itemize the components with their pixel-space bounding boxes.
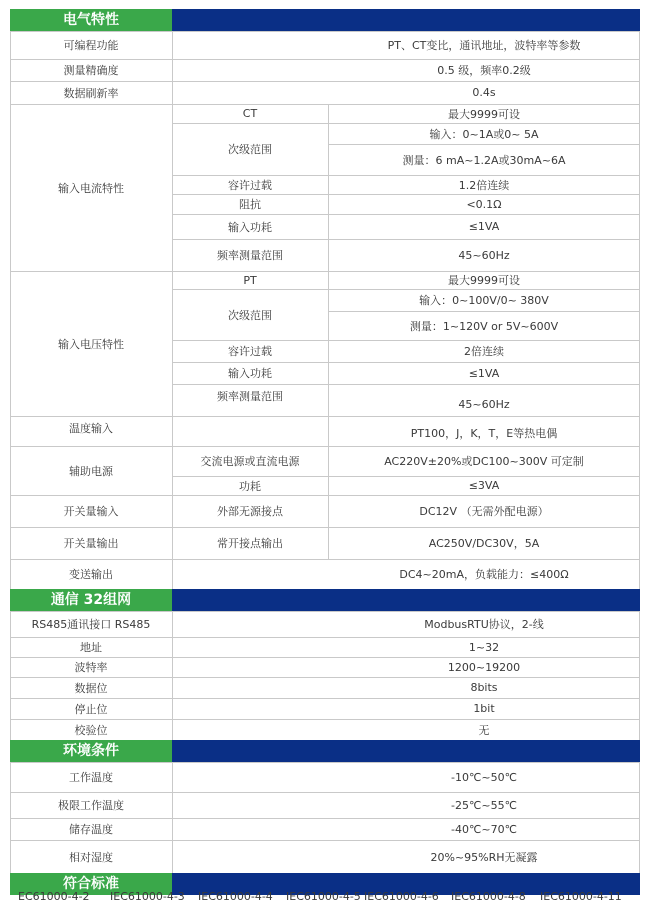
current-overload-label: 容许过载 bbox=[228, 178, 272, 192]
standard-item: IEC61000-4-5 bbox=[286, 890, 361, 903]
voltage-secondary-measure: 测量：1~120V or 5V~600V bbox=[409, 319, 559, 333]
aux-consumption-value: ≤3VA bbox=[468, 479, 500, 492]
parity-label: 校验位 bbox=[74, 723, 108, 737]
standard-item: IEC61000-4-4 bbox=[198, 890, 273, 903]
aux-supply-value: AC220V±20%或DC100~300V 可定制 bbox=[384, 455, 584, 468]
switch-in-label: 开关量输入 bbox=[63, 505, 119, 518]
pt-label: PT bbox=[243, 273, 257, 287]
voltage-power-label: 输入功耗 bbox=[228, 367, 272, 380]
section-header-comm bbox=[10, 589, 640, 611]
baud-label: 波特率 bbox=[74, 661, 108, 674]
voltage-group-label: 输入电压特性 bbox=[58, 337, 124, 351]
limit-temp-label: 极限工作温度 bbox=[58, 799, 124, 812]
storage-temp-value: -40℃~70℃ bbox=[451, 822, 517, 836]
databits-label: 数据位 bbox=[74, 681, 108, 695]
programmable-label: 可编程功能 bbox=[63, 39, 119, 52]
ct-label: CT bbox=[242, 107, 258, 120]
current-power-label: 输入功耗 bbox=[228, 220, 272, 234]
accuracy-value: 0.5 级，频率0.2级 bbox=[437, 64, 531, 77]
humidity-label: 相对湿度 bbox=[69, 850, 113, 864]
current-secondary-measure: 测量：6 mA~1.2A或30mA~6A bbox=[402, 153, 566, 167]
current-secondary-input: 输入：0~1A或0~ 5A bbox=[429, 127, 539, 141]
temp-input-value: PT100，J，K，T，E等热电偶 bbox=[410, 427, 558, 440]
baud-value: 1200~19200 bbox=[447, 660, 521, 674]
rs485-value: ModbusRTU协议，2-线 bbox=[424, 618, 544, 631]
impedance-value: <0.1Ω bbox=[466, 197, 502, 211]
voltage-secondary-input: 输入：0~100V/0~ 380V bbox=[419, 294, 549, 307]
switch-out-label: 开关量输出 bbox=[63, 537, 119, 550]
limit-temp-value: -25℃~55℃ bbox=[451, 798, 517, 812]
parity-value: 无 bbox=[478, 723, 490, 737]
accuracy-label: 测量精确度 bbox=[63, 64, 119, 77]
section-title: 环境条件 bbox=[63, 743, 119, 759]
current-overload-value: 1.2倍连续 bbox=[458, 178, 510, 192]
impedance-label: 阻抗 bbox=[239, 198, 261, 211]
voltage-freq-value: 45~60Hz bbox=[458, 397, 510, 411]
voltage-overload-value: 2倍连续 bbox=[464, 345, 504, 358]
ct-value: 最大9999可设 bbox=[448, 107, 520, 121]
temp-input-label: 温度输入 bbox=[69, 422, 113, 435]
stopbits-label: 停止位 bbox=[74, 702, 108, 716]
current-freq-label: 频率测量范围 bbox=[217, 249, 283, 262]
standard-item: IEC61000-4-11 bbox=[540, 890, 622, 903]
switch-in-sub: 外部无源接点 bbox=[217, 505, 283, 518]
operating-temp-value: -10℃~50℃ bbox=[451, 770, 517, 784]
aux-supply-label: 交流电源或直流电源 bbox=[200, 455, 300, 468]
current-secondary-label: 次级范围 bbox=[228, 143, 272, 156]
aux-power-label: 辅助电源 bbox=[69, 464, 113, 478]
standard-item: EC61000-4-2 bbox=[18, 890, 90, 903]
transmit-value: DC4~20mA，负载能力：≤400Ω bbox=[399, 568, 569, 581]
standard-item: IEC61000-4-6 bbox=[364, 890, 439, 903]
pt-value: 最大9999可设 bbox=[448, 274, 520, 287]
section-title: 电气特性 bbox=[63, 12, 119, 28]
voltage-secondary-label: 次级范围 bbox=[228, 308, 272, 322]
switch-out-value: AC250V/DC30V，5A bbox=[428, 537, 540, 550]
programmable-value: PT、CT变比，通讯地址，波特率等参数 bbox=[387, 39, 581, 52]
rs485-label: RS485通讯接口 RS485 bbox=[31, 618, 151, 631]
voltage-freq-label: 频率测量范围 bbox=[217, 390, 283, 403]
voltage-overload-label: 容许过载 bbox=[228, 345, 272, 358]
address-value: 1~32 bbox=[468, 640, 500, 654]
current-power-value: ≤1VA bbox=[468, 220, 500, 233]
storage-temp-label: 储存温度 bbox=[69, 823, 113, 836]
refresh-label: 数据刷新率 bbox=[63, 86, 119, 100]
standard-item: IEC61000-4-3 bbox=[110, 890, 185, 903]
address-label: 地址 bbox=[80, 641, 102, 654]
standard-item: IEC61000-4-8 bbox=[451, 890, 526, 903]
section-title: 通信 32组网 bbox=[50, 592, 132, 608]
aux-consumption-label: 功耗 bbox=[239, 479, 261, 493]
section-header-electrical bbox=[10, 9, 640, 31]
humidity-value: 20%~95%RH无凝露 bbox=[430, 850, 538, 864]
section-title: 符合标准 bbox=[63, 876, 119, 892]
databits-value: 8bits bbox=[470, 681, 498, 694]
section-header-env bbox=[10, 740, 640, 762]
switch-in-value: DC12V （无需外配电源） bbox=[419, 505, 549, 518]
refresh-value: 0.4s bbox=[472, 86, 496, 99]
switch-out-sub: 常开接点输出 bbox=[217, 537, 283, 550]
current-freq-value: 45~60Hz bbox=[458, 248, 510, 262]
voltage-power-value: ≤1VA bbox=[468, 366, 500, 380]
transmit-label: 变送输出 bbox=[69, 568, 113, 581]
operating-temp-label: 工作温度 bbox=[69, 771, 113, 784]
current-group-label: 输入电流特性 bbox=[58, 181, 124, 195]
stopbits-value: 1bit bbox=[473, 702, 495, 715]
